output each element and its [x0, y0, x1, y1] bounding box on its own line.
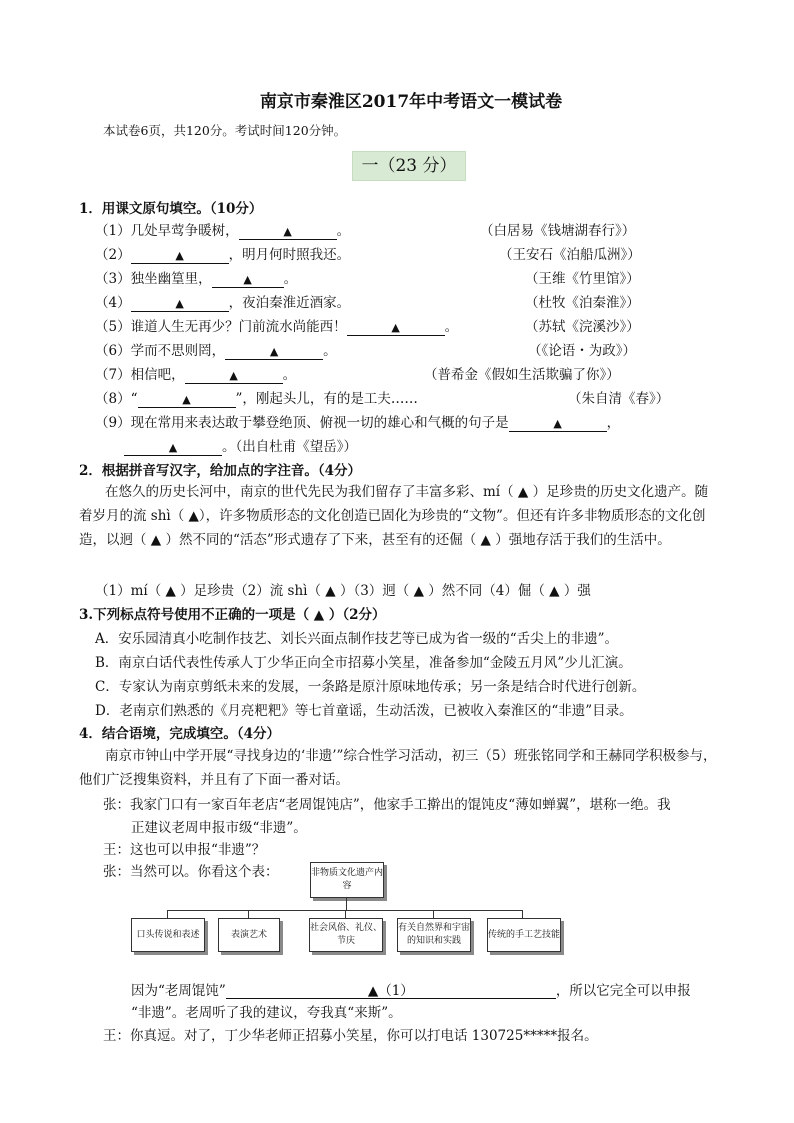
q2-passage: 在悠久的历史长河中，南京的世代先民为我们留存了丰富多彩、mí（ ▲ ）足珍贵的历史文化遗产。随着岁月的流 shì（ ▲），许多物质形态的文化创造已固化为珍贵的“文物”。但还有许多非物质形态的文化创造，以迥（ ▲ ）然不同的“活态”形式遗存了下来，甚至有的还倔（ ▲ ）强地存活于我们的生活中。	[79, 484, 709, 548]
diagram-connector	[167, 910, 168, 918]
diagram-root: 非物质文化遗产内容	[310, 862, 384, 898]
answer-blank[interactable]: ▲	[138, 392, 236, 408]
section-header: 一（23 分）	[352, 151, 466, 181]
dialog-zhang-1: 张：我家门口有一家百年老店“老周馄饨店”，他家手工擀出的馄饨皮“薄如蝉翼”，堪称一绝。我	[103, 797, 671, 813]
diagram-child-3: 社会风俗、礼仪、节庆	[309, 918, 383, 952]
q1-source-6: （《论语・为政》）	[528, 343, 636, 359]
q1-heading: 1．用课文原句填空。（10分）	[79, 201, 263, 217]
q1-item-4: （4） ▲ ，夜泊秦淮近酒家。	[95, 295, 351, 311]
q1-source-3: （王维《竹里馆》）	[525, 271, 640, 287]
q2-answers: （1）mí（ ▲ ）足珍贵（2）流 shì（ ▲ ）（3）迥（ ▲ ）然不同（4）倔（ ▲ ）强	[95, 583, 591, 599]
diagram-connector	[248, 910, 249, 918]
q1-item-3: （3）独坐幽篁里， ▲ 。	[95, 271, 298, 287]
q4-fill-line-2: “非遗”。老周听了我的建议，夸我真“来斯”。	[131, 1005, 402, 1021]
answer-blank[interactable]: ▲	[509, 416, 607, 432]
diagram-child-1: 口头传说和表述	[131, 918, 205, 952]
q1-item-9: （9）现在常用来表达敢于攀登绝顶、俯视一切的雄心和气概的句子是 ▲ ，	[95, 415, 621, 431]
q1-item-8: （8）“ ▲ ”，刚起头儿，有的是工夫……	[95, 391, 418, 407]
dialog-zhang-2: 张：当然可以。你看这个表：	[103, 864, 279, 880]
diagram-child-5: 传统的手工艺技能	[487, 918, 561, 952]
q3-option-b: B．南京白话代表性传承人丁少华正向全市招募小笑星，准备参加“金陵五月风”少儿汇演。	[95, 655, 632, 671]
q1-item-6: （6）学而不思则罔， ▲ 。	[95, 343, 337, 359]
q1-source-8: （朱自清《春》）	[568, 391, 670, 407]
dialog-wang-1: 王：这也可以申报“非遗”？	[103, 842, 266, 858]
q2-heading: 2．根据拼音写汉字，给加点的字注音。（4分）	[79, 463, 362, 479]
q1-source-2: （王安石《泊船瓜洲》）	[499, 247, 641, 263]
q4-intro: 南京市钟山中学开展“寻找身边的‘非遗’”综合性学习活动，初三（5）班张铭同学和王赫同学积极参与，他们广泛搜集资料，并且有了下面一番对话。	[79, 748, 717, 788]
page-title: 南京市秦淮区2017年中考语文一模试卷	[259, 92, 563, 112]
q1-source-4: （杜牧《泊秦淮》）	[525, 295, 640, 311]
q1-source-5: （苏轼《浣溪沙》）	[525, 319, 640, 335]
q1-item-5: （5）谁道人生无再少？门前流水尚能西！ ▲ 。	[95, 319, 459, 335]
answer-blank[interactable]: ▲	[185, 368, 283, 384]
q1-source-1: （白居易《钱塘湖春行》）	[480, 223, 636, 239]
q3-heading: 3.下列标点符号使用不正确的一项是（ ▲ ）（2分）	[79, 607, 386, 623]
q3-option-d: D．老南京们熟悉的《月亮粑粑》等七首童谣，生动活泼，已被收入秦淮区的“非遗”目录。	[95, 703, 633, 719]
diagram-child-2: 表演艺术	[218, 918, 280, 952]
diagram-child-4: 有关自然界和宇宙的知识和实践	[397, 918, 471, 952]
answer-blank[interactable]: ▲	[225, 344, 323, 360]
answer-blank[interactable]: ▲	[347, 320, 445, 336]
answer-blank[interactable]: ▲	[124, 440, 222, 456]
q1-item-7: （7）相信吧， ▲ 。	[95, 367, 297, 383]
answer-blank[interactable]: ▲	[131, 296, 229, 312]
answer-blank[interactable]: ▲（1）	[226, 984, 556, 999]
diagram-connector	[433, 910, 434, 918]
q1-item-1: （1）几处早莺争暖树， ▲ 。	[95, 223, 351, 239]
q1-item-9-cont: ▲ 。（出自杜甫《望岳》）	[124, 435, 357, 456]
diagram-connector	[345, 910, 346, 918]
dialog-zhang-1-cont: 正建议老周申报市级“非遗”。	[131, 820, 307, 836]
q3-option-c: C．专家认为南京剪纸未来的发展，一条路是原汁原味地传承；另一条是结合时代进行创新。	[95, 679, 646, 695]
exam-info: 本试卷6页，共120分。考试时间120分钟。	[103, 123, 347, 138]
diagram-connector	[346, 897, 347, 910]
q4-fill-line: 因为“老周馄饨” ▲（1） ，所以它完全可以申报	[131, 983, 691, 999]
dialog-wang-2: 王：你真逗。对了，丁少华老师正招募小笑星，你可以打电话 130725*****报名。	[103, 1028, 598, 1044]
answer-blank[interactable]: ▲	[131, 248, 229, 264]
q4-heading: 4．结合语境，完成填空。（4分）	[79, 726, 281, 742]
q1-item-2: （2） ▲ ，明月何时照我还。	[95, 247, 351, 263]
diagram-connector	[522, 910, 523, 918]
answer-blank[interactable]: ▲	[212, 272, 284, 288]
q1-source-7: （普希金《假如生活欺骗了你》）	[424, 367, 620, 383]
q3-option-a: A．安乐园清真小吃制作技艺、刘长兴面点制作技艺等已成为省一级的“舌尖上的非遗”。	[95, 631, 619, 647]
answer-blank[interactable]: ▲	[239, 224, 337, 240]
